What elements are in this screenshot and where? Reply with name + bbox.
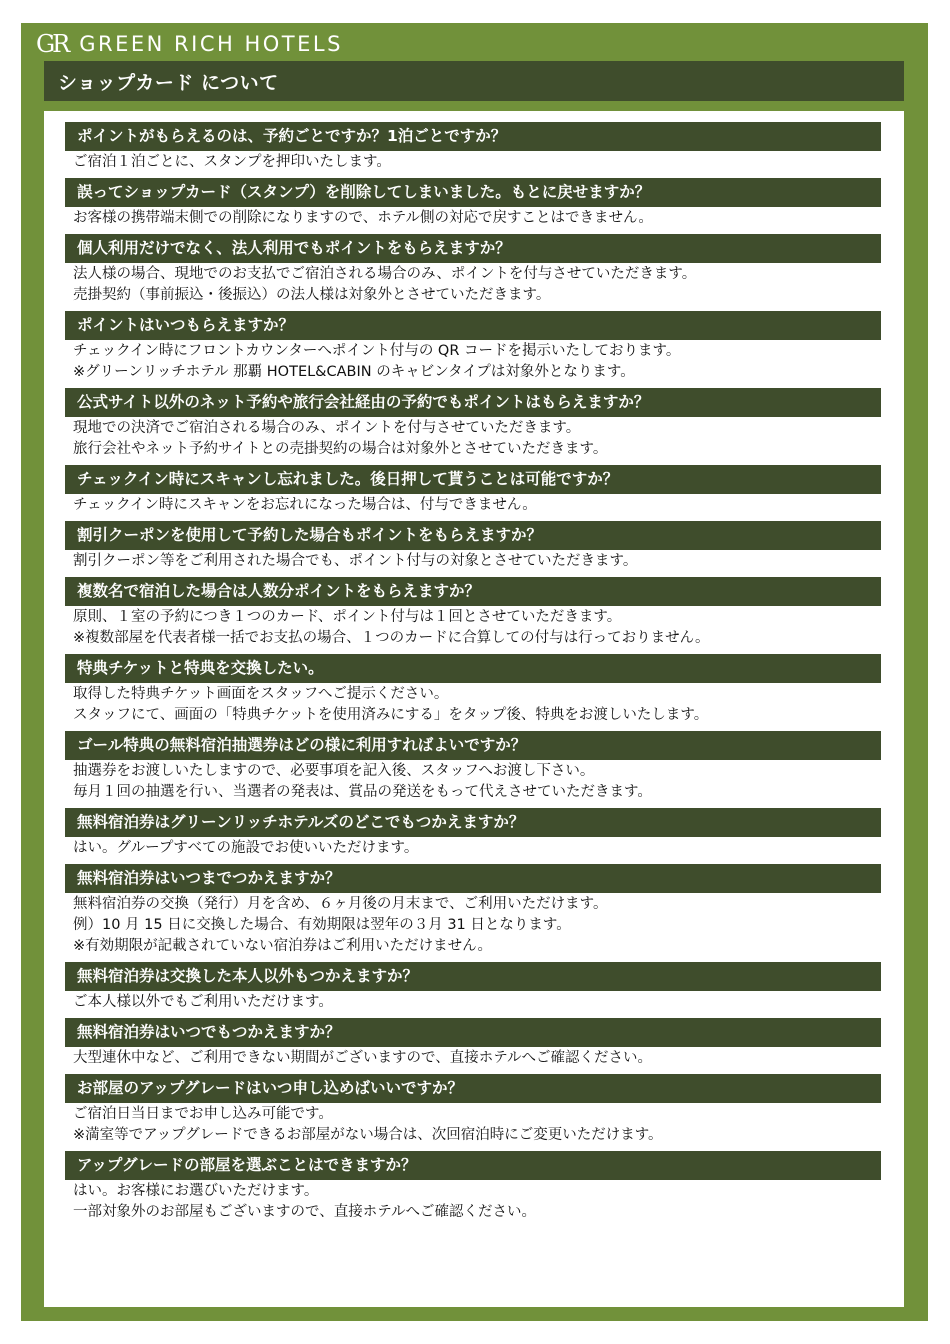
faq-answer-line: 無料宿泊券の交換（発行）月を含め、６ヶ月後の月末まで、ご利用いただけます。 — [73, 896, 608, 912]
faq-answer-line: 大型連休中など、ご利用できない期間がございますので、直接ホテルへご確認ください。 — [73, 1050, 652, 1066]
faq-question: ゴール特典の無料宿泊抽選券はどの様に利用すればよいですか？ — [65, 731, 881, 760]
faq-question: ポイントはいつもらえますか？ — [65, 311, 881, 340]
faq-list — [65, 122, 881, 1228]
faq-answer — [65, 991, 881, 1018]
faq-answer-line: 売掛契約（事前振込・後振込）の法人様は対象外とさせていただきます。 — [73, 287, 551, 303]
faq-answer-line: はい。お客様にお選びいただけます。 — [73, 1183, 319, 1199]
faq-answer — [65, 550, 881, 577]
faq-question: 無料宿泊券はいつでもつかえますか？ — [65, 1018, 881, 1047]
faq-answer — [65, 494, 881, 521]
page-title: ショップカード について — [58, 71, 279, 94]
faq-answer-line: 原則、１室の予約につき１つのカード、ポイント付与は１回とさせていただきます。 — [73, 609, 622, 625]
faq-answer — [65, 263, 881, 311]
faq-answer-line: 割引クーポン等をご利用された場合でも、ポイント付与の対象とさせていただきます。 — [73, 553, 638, 569]
faq-question: 割引クーポンを使用して予約した場合もポイントをもらえますか？ — [65, 521, 881, 550]
faq-answer — [65, 1180, 881, 1228]
faq-answer-line: ※グリーンリッチホテル 那覇 HOTEL&CABIN のキャビンタイプは対象外となります。 — [73, 364, 635, 380]
faq-answer — [65, 151, 881, 178]
faq-answer — [65, 606, 881, 654]
faq-question: 個人利用だけでなく、法人利用でもポイントをもらえますか？ — [65, 234, 881, 263]
faq-question: 無料宿泊券はいつまでつかえますか？ — [65, 864, 881, 893]
faq-answer — [65, 1047, 881, 1074]
page-title-bar — [44, 61, 904, 101]
faq-answer-line: はい。グループすべての施設でお使いいただけます。 — [73, 840, 419, 856]
faq-answer — [65, 760, 881, 808]
faq-answer-line: 法人様の場合、現地でのお支払でご宿泊される場合のみ、ポイントを付与させていただきます。 — [73, 266, 697, 282]
faq-answer-line: ご本人様以外でもご利用いただけます。 — [73, 994, 333, 1010]
faq-question: お部屋のアップグレードはいつ申し込めばいいですか？ — [65, 1074, 881, 1103]
faq-question: 誤ってショップカード（スタンプ）を削除してしまいました。もとに戻せますか？ — [65, 178, 881, 207]
faq-answer — [65, 1103, 881, 1151]
faq-answer-line: ご宿泊１泊ごとに、スタンプを押印いたします。 — [73, 154, 391, 170]
faq-answer-line: チェックイン時にフロントカウンターへポイント付与の QR コードを掲示いたしております。 — [73, 343, 681, 359]
faq-answer-line: 現地での決済でご宿泊される場合のみ、ポイントを付与させていただきます。 — [73, 420, 581, 436]
faq-question: 無料宿泊券はグリーンリッチホテルズのどこでもつかえますか？ — [65, 808, 881, 837]
faq-question: 無料宿泊券は交換した本人以外もつかえますか？ — [65, 962, 881, 991]
brand-name: GREEN RICH HOTELS — [79, 31, 343, 56]
faq-answer-line: ※複数部屋を代表者様一括でお支払の場合、１つのカードに合算しての付与は行っておりません。 — [73, 630, 710, 646]
faq-answer-line: ※満室等でアップグレードできるお部屋がない場合は、次回宿泊時にご変更いただけます。 — [73, 1127, 663, 1143]
brand-header — [36, 28, 343, 60]
faq-answer — [65, 417, 881, 465]
brand-logo: GR — [36, 30, 68, 58]
faq-answer — [65, 207, 881, 234]
faq-answer-line: チェックイン時にスキャンをお忘れになった場合は、付与できません。 — [73, 497, 537, 513]
faq-answer — [65, 837, 881, 864]
faq-question: アップグレードの部屋を選ぶことはできますか？ — [65, 1151, 881, 1180]
faq-question: 特典チケットと特典を交換したい。 — [65, 654, 881, 683]
faq-answer-line: ご宿泊日当日までお申し込み可能です。 — [73, 1106, 333, 1122]
faq-answer — [65, 893, 881, 962]
faq-answer — [65, 683, 881, 731]
faq-question: 複数名で宿泊した場合は人数分ポイントをもらえますか？ — [65, 577, 881, 606]
faq-answer-line: 旅行会社やネット予約サイトとの売掛契約の場合は対象外とさせていただきます。 — [73, 441, 608, 457]
faq-answer — [65, 340, 881, 388]
faq-answer-line: 抽選券をお渡しいたしますので、必要事項を記入後、スタッフへお渡し下さい。 — [73, 763, 595, 779]
faq-question: 公式サイト以外のネット予約や旅行会社経由の予約でもポイントはもらえますか？ — [65, 388, 881, 417]
faq-panel — [44, 111, 904, 1307]
faq-answer-line: 毎月１回の抽選を行い、当選者の発表は、賞品の発送をもって代えさせていただきます。 — [73, 784, 652, 800]
faq-question: チェックイン時にスキャンし忘れました。後日押して貰うことは可能ですか？ — [65, 465, 881, 494]
faq-answer-line: 一部対象外のお部屋もございますので、直接ホテルへご確認ください。 — [73, 1204, 536, 1220]
faq-answer-line: ※有効期限が記載されていない宿泊券はご利用いただけません。 — [73, 938, 493, 954]
faq-answer-line: お客様の携帯端末側での削除になりますので、ホテル側の対応で戻すことはできません。 — [73, 210, 653, 226]
faq-question: ポイントがもらえるのは、予約ごとですか？1泊ごとですか？ — [65, 122, 881, 151]
faq-answer-line: スタッフにて、画面の「特典チケットを使用済みにする」をタップ後、特典をお渡しいたします。 — [73, 707, 709, 723]
faq-answer-line: 取得した特典チケット画面をスタッフへご提示ください。 — [73, 686, 449, 702]
faq-answer-line: 例）10 月 15 日に交換した場合、有効期限は翌年の３月 31 日となります。 — [73, 917, 571, 933]
